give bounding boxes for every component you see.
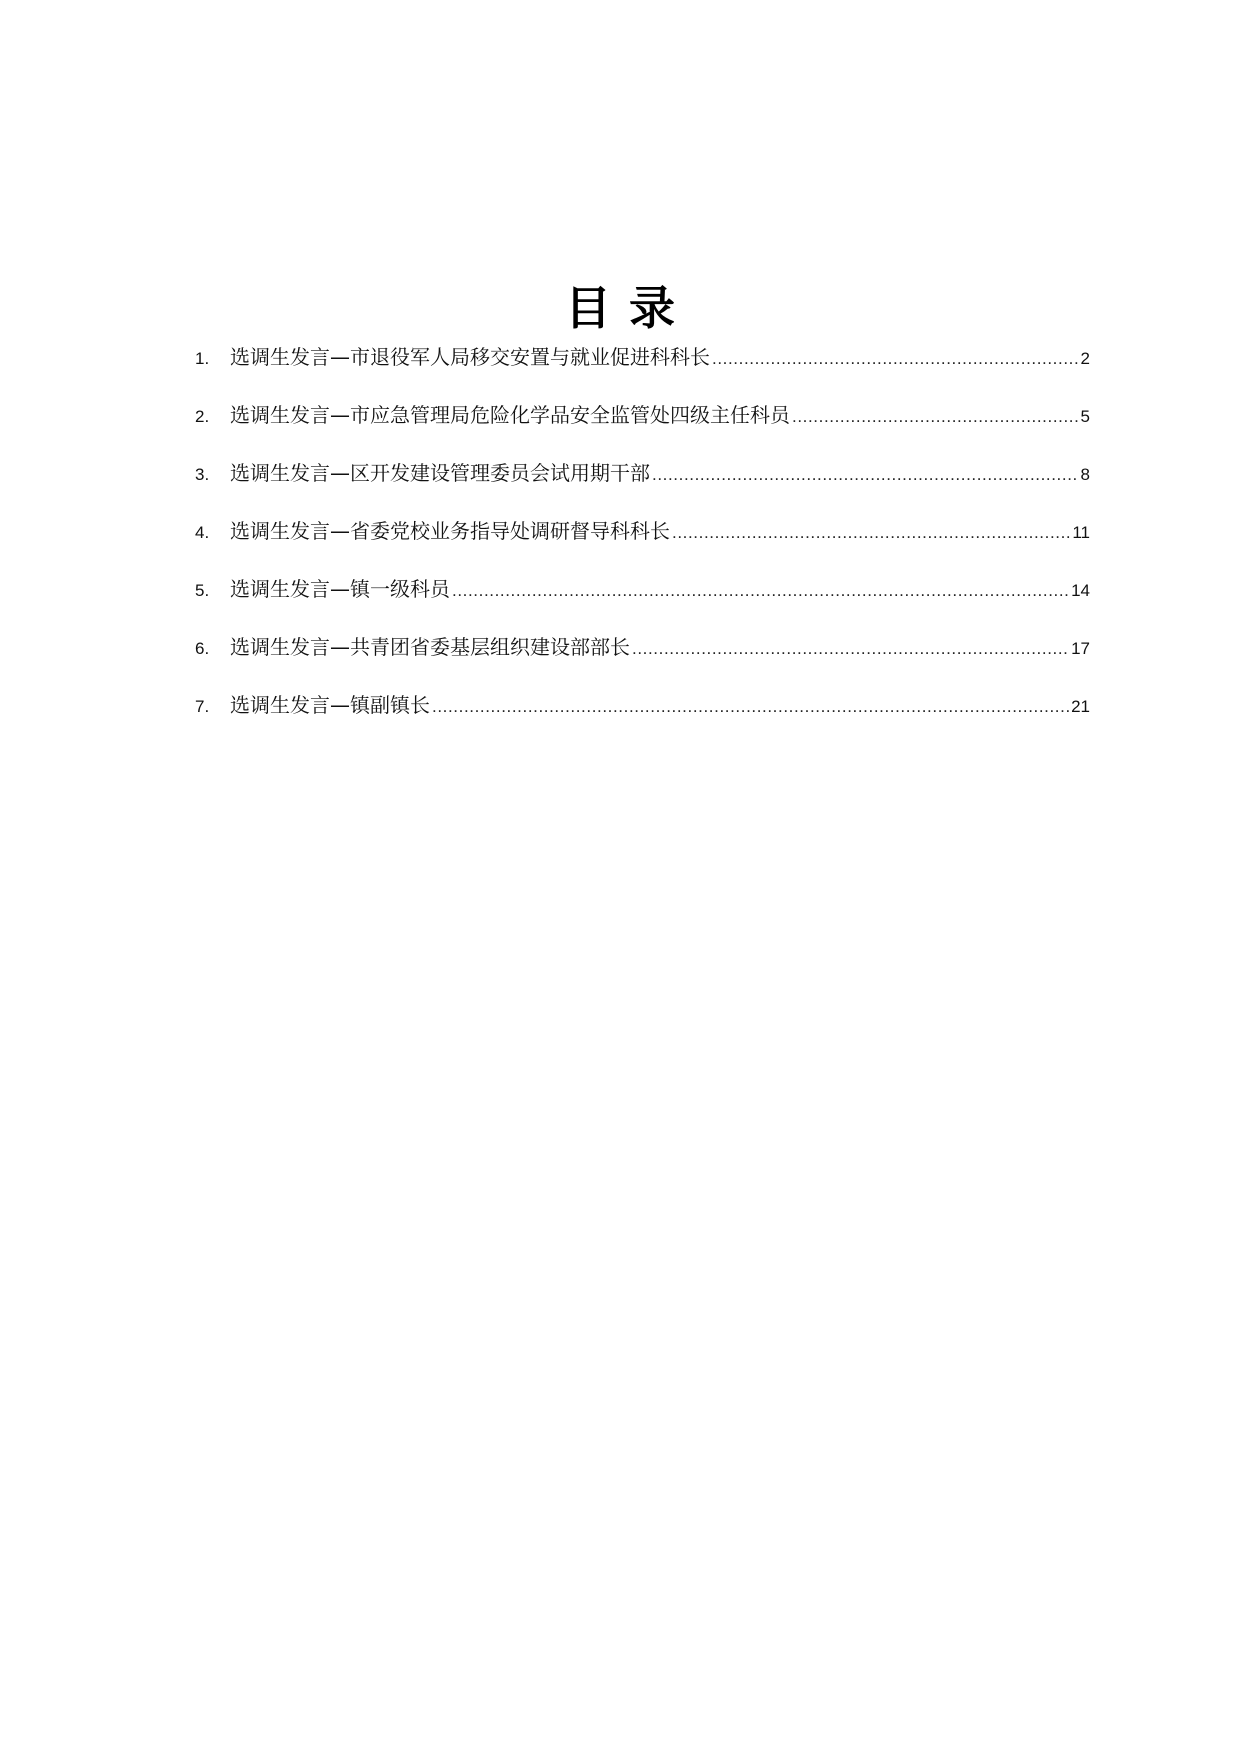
- toc-entry[interactable]: [195, 516, 1090, 574]
- toc-entry-title[interactable]: 选调生发言—共青团省委基层组织建设部部长: [230, 635, 630, 659]
- toc-entry-title[interactable]: 选调生发言—省委党校业务指导处调研督导科科长: [230, 519, 670, 543]
- toc-entry[interactable]: [195, 342, 1090, 400]
- toc-title: 目录: [565, 280, 693, 335]
- toc-entry-page[interactable]: 5: [1080, 407, 1090, 426]
- toc-entry[interactable]: [195, 574, 1090, 632]
- toc-entry-page[interactable]: 8: [1080, 465, 1090, 484]
- dot-leader: [452, 576, 1069, 606]
- toc-entry-number: 5.: [195, 581, 210, 600]
- dot-leader: [652, 460, 1079, 490]
- dot-leader: [632, 634, 1069, 664]
- toc-entry-page[interactable]: 17: [1071, 639, 1090, 658]
- toc-entry[interactable]: [195, 400, 1090, 458]
- toc-entry-page[interactable]: 11: [1072, 523, 1090, 542]
- toc-entry-title[interactable]: 选调生发言—镇副镇长: [230, 693, 430, 717]
- dot-leader: [712, 344, 1079, 374]
- toc-entry-page[interactable]: 21: [1071, 697, 1090, 716]
- toc-entry-number: 4.: [195, 523, 210, 542]
- toc-entry[interactable]: [195, 690, 1090, 748]
- toc-entry-number: 1.: [195, 349, 210, 368]
- dot-leader: [672, 518, 1070, 548]
- toc-entry-page[interactable]: 14: [1071, 581, 1090, 600]
- toc-entry-title[interactable]: 选调生发言—镇一级科员: [230, 577, 450, 601]
- toc-entry-number: 6.: [195, 639, 210, 658]
- toc-entry-page[interactable]: 2: [1080, 349, 1090, 368]
- toc-entry-number: 2.: [195, 407, 210, 426]
- toc-entry-title[interactable]: 选调生发言—市退役军人局移交安置与就业促进科科长: [230, 345, 710, 369]
- dot-leader: [432, 692, 1069, 722]
- toc-entry-title[interactable]: 选调生发言—区开发建设管理委员会试用期干部: [230, 461, 650, 485]
- table-of-contents: [195, 342, 1090, 748]
- toc-entry[interactable]: [195, 458, 1090, 516]
- dot-leader: [792, 402, 1079, 432]
- toc-entry-number: 3.: [195, 465, 210, 484]
- toc-entry-number: 7.: [195, 697, 210, 716]
- toc-entry[interactable]: [195, 632, 1090, 690]
- toc-entry-title[interactable]: 选调生发言—市应急管理局危险化学品安全监管处四级主任科员: [230, 403, 790, 427]
